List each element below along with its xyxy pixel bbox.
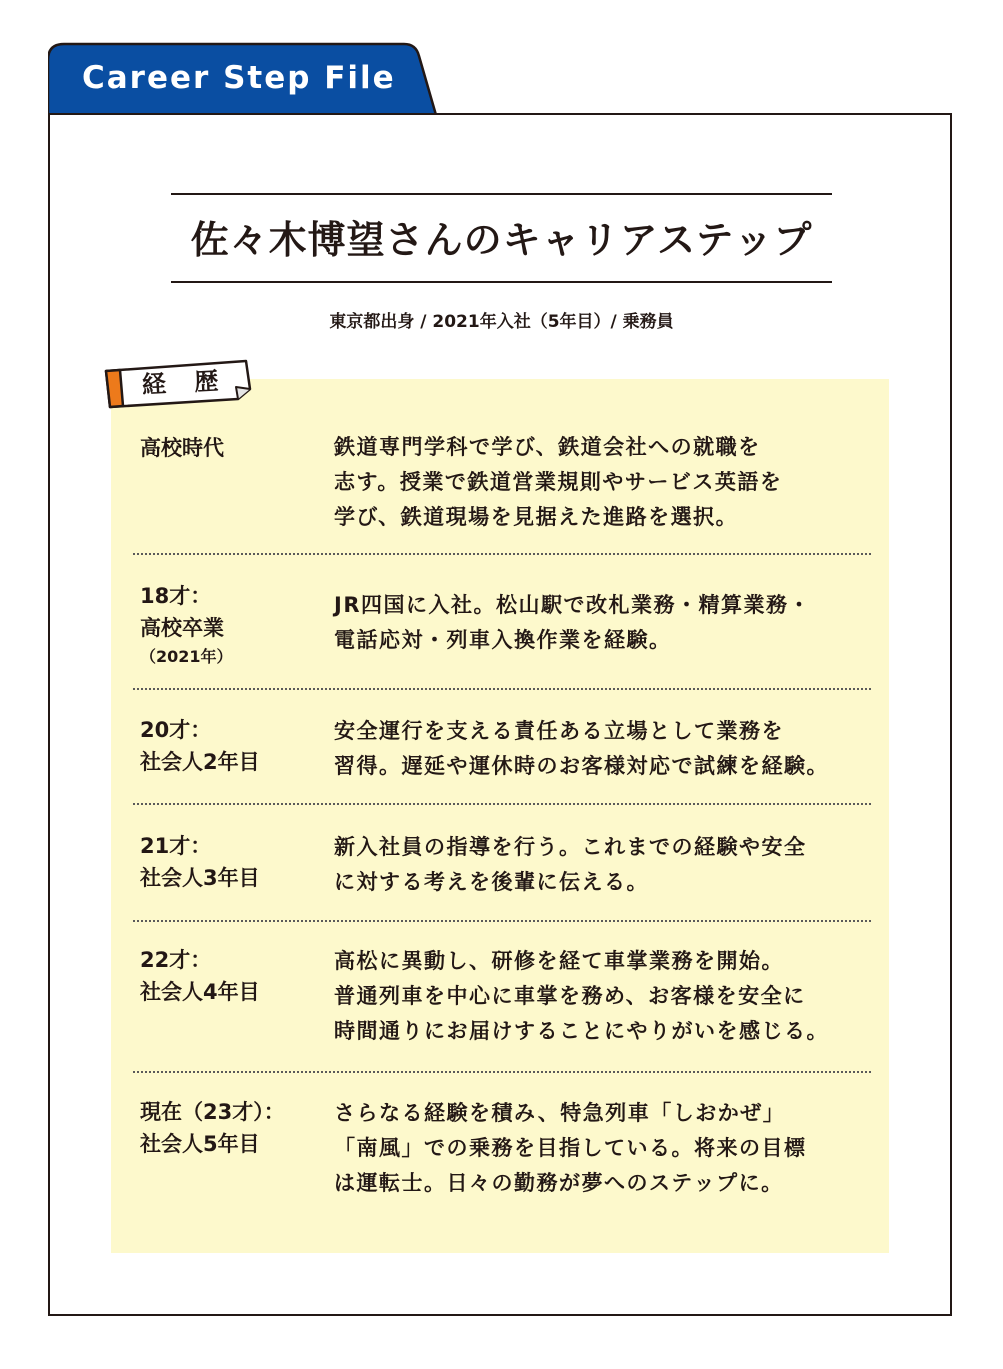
row-description: 新入社員の指導を行う。これまでの経験や安全 に対する考えを後輩に伝える。 (334, 835, 807, 894)
row-separator (133, 1071, 871, 1073)
row-period: 高校時代 (140, 436, 224, 460)
row-description: 高松に異動し、研修を経て車掌業務を開始。 普通列車を中心に車掌を務め、お客様を安全に 時間通りにお届けすることにやりがいを感じる。 (334, 949, 829, 1043)
career-step-file-tab (48, 42, 438, 115)
profile-subtitle: 東京都出身 / 2021年入社（5年目）/ 乗務員 (329, 312, 674, 332)
section-label-text: 経 歴 (141, 366, 229, 399)
row-separator (133, 920, 871, 922)
row-period: 現在（23才）： 社会人5年目 (140, 1100, 285, 1156)
title-bottom-rule (171, 281, 832, 283)
row-description: さらなる経験を積み、特急列車「しおかぜ」 「南風」での乗務を目指している。将来の目標 は運転士。日々の勤務が夢へのステップに。 (334, 1101, 807, 1195)
row-separator (133, 688, 871, 690)
row-period: 22才： 社会人4年目 (140, 948, 260, 1004)
row-period: 18才： 高校卒業 （2021年） (140, 584, 233, 666)
row-separator (133, 803, 871, 805)
page-title: 佐々木博望さんのキャリアステップ (190, 218, 813, 262)
row-period: 21才： 社会人3年目 (140, 834, 260, 890)
row-description: 安全運行を支える責任ある立場として業務を 習得。遅延や運休時のお客様対応で試練を経験。 (334, 719, 829, 778)
row-description: 鉄道専門学科で学び、鉄道会社への就職を 志す。授業で鉄道営業規則やサービス英語を 学び、鉄道現場を見据えた進路を選択。 (334, 435, 783, 529)
title-top-rule (171, 193, 832, 195)
tab-label: Career Step File (82, 60, 396, 96)
row-separator (133, 553, 871, 555)
section-label (102, 359, 254, 411)
row-period: 20才： 社会人2年目 (140, 718, 260, 774)
row-description: JR四国に入社。松山駅で改札業務・精算業務・ 電話応対・列車入換作業を経験。 (334, 593, 811, 652)
